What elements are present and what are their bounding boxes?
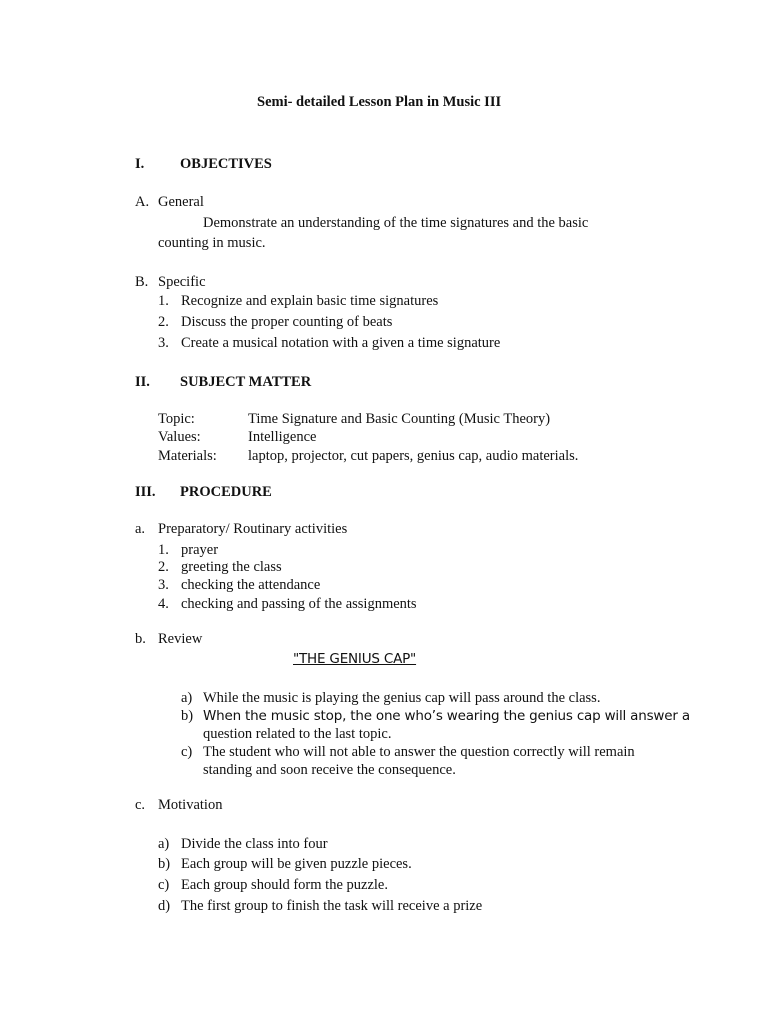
subject-row-label: Topic: xyxy=(158,411,195,427)
review-game-title: "THE GENIUS CAP" xyxy=(293,651,417,667)
preparatory-item-number: 3. xyxy=(158,577,169,593)
preparatory-label: Preparatory/ Routinary activities xyxy=(158,521,348,537)
motivation-item-marker: d) xyxy=(158,898,171,914)
general-label: General xyxy=(158,194,204,210)
section-numeral-subject-matter: II. xyxy=(135,374,150,390)
section-numeral-objectives: I. xyxy=(135,156,145,172)
preparatory-item-text: prayer xyxy=(181,542,219,558)
specific-item-text: Recognize and explain basic time signatures xyxy=(181,293,439,309)
motivation-item-text: The first group to finish the task will receive a prize xyxy=(181,898,483,914)
motivation-item-marker: a) xyxy=(158,836,170,852)
section-heading-subject-matter: SUBJECT MATTER xyxy=(180,374,312,390)
section-heading-objectives: OBJECTIVES xyxy=(180,156,272,172)
review-item-text: When the music stop, the one who’s wearing the genius cap will answer a xyxy=(203,708,690,724)
preparatory-item-number: 2. xyxy=(158,559,169,575)
general-marker: A. xyxy=(135,194,150,210)
document-title: Semi- detailed Lesson Plan in Music III xyxy=(257,94,502,110)
subject-row-label: Materials: xyxy=(158,448,217,464)
specific-item-number: 1. xyxy=(158,293,169,309)
subject-row-label: Values: xyxy=(158,429,201,445)
review-marker: b. xyxy=(135,631,146,647)
motivation-item-marker: c) xyxy=(158,877,170,893)
review-item-text: question related to the last topic. xyxy=(203,726,392,742)
motivation-item-text: Divide the class into four xyxy=(181,836,328,852)
preparatory-marker: a. xyxy=(135,521,146,537)
general-objective-line2: counting in music. xyxy=(158,235,266,251)
subject-row-value: Intelligence xyxy=(248,429,317,445)
motivation-label: Motivation xyxy=(158,797,223,813)
specific-item-number: 2. xyxy=(158,314,169,330)
section-numeral-procedure: III. xyxy=(135,484,156,500)
specific-item-text: Discuss the proper counting of beats xyxy=(181,314,393,330)
preparatory-item-text: checking and passing of the assignments xyxy=(181,596,417,612)
review-label: Review xyxy=(158,631,203,647)
preparatory-item-text: checking the attendance xyxy=(181,577,321,593)
subject-row-value: Time Signature and Basic Counting (Music Theory) xyxy=(248,411,551,427)
review-item-text: While the music is playing the genius cap will pass around the class. xyxy=(203,690,601,706)
general-objective-line1: Demonstrate an understanding of the time signatures and the basic xyxy=(203,215,589,231)
review-item-marker: b) xyxy=(181,708,194,724)
review-item-text: The student who will not able to answer the question correctly will remain xyxy=(203,744,635,760)
specific-label: Specific xyxy=(158,274,206,290)
specific-item-number: 3. xyxy=(158,335,169,351)
specific-item-text: Create a musical notation with a given a time signature xyxy=(181,335,501,351)
review-item-marker: a) xyxy=(181,690,193,706)
motivation-item-text: Each group will be given puzzle pieces. xyxy=(181,856,412,872)
specific-marker: B. xyxy=(135,274,149,290)
preparatory-item-text: greeting the class xyxy=(181,559,282,575)
section-heading-procedure: PROCEDURE xyxy=(180,484,272,500)
review-item-marker: c) xyxy=(181,744,193,760)
motivation-item-marker: b) xyxy=(158,856,171,872)
motivation-marker: c. xyxy=(135,797,146,813)
preparatory-item-number: 4. xyxy=(158,596,169,612)
preparatory-item-number: 1. xyxy=(158,542,169,558)
motivation-item-text: Each group should form the puzzle. xyxy=(181,877,388,893)
subject-row-value: laptop, projector, cut papers, genius cap, audio materials. xyxy=(248,448,579,464)
review-item-text: standing and soon receive the consequence. xyxy=(203,762,456,778)
